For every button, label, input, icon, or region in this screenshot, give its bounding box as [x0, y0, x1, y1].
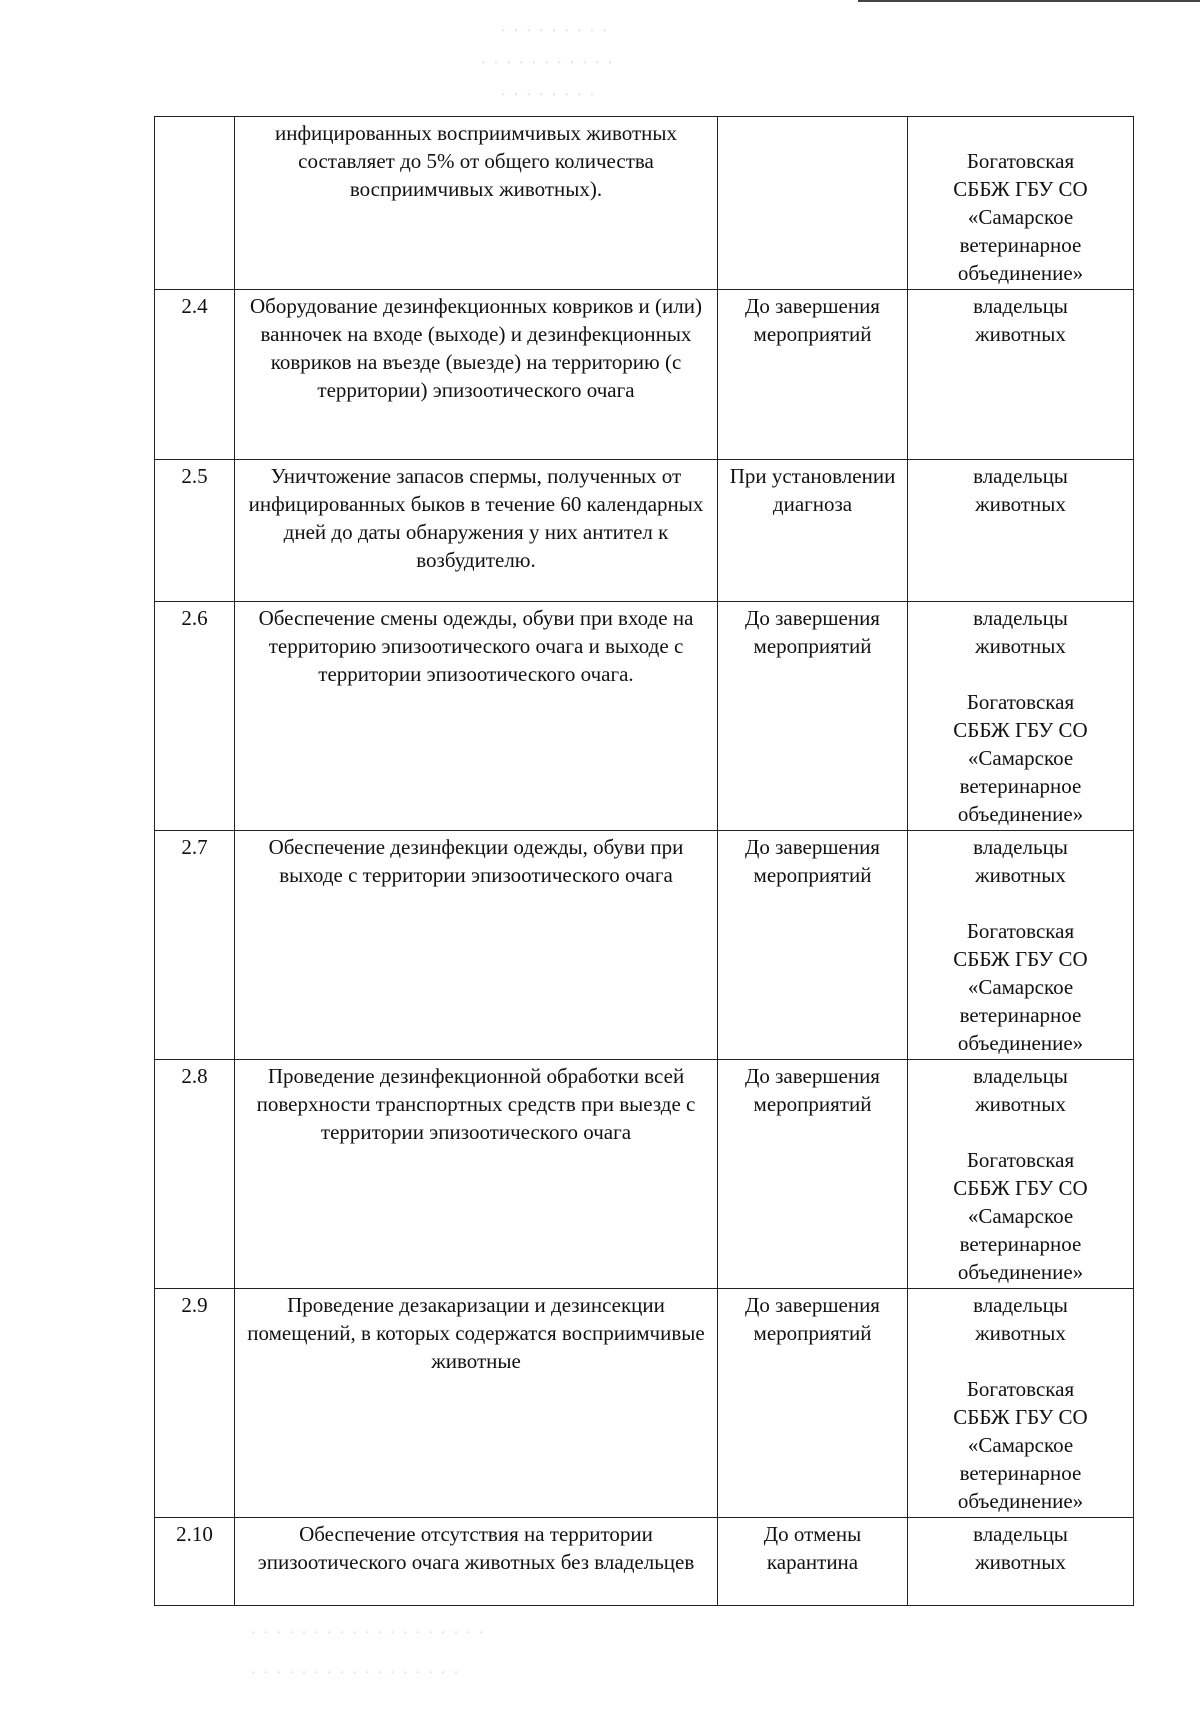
- responsible-cell: [908, 1060, 1134, 1289]
- table-row: [155, 460, 1134, 602]
- action-text: Проведение дезинфекционной обработки всей поверхности транспортных средств при выезде с территории эпизоотического очага: [235, 1060, 718, 1289]
- responsible-line: животных: [975, 634, 1066, 658]
- responsible-line: владельцы: [973, 294, 1068, 318]
- responsible-line: Богатовская: [966, 919, 1075, 943]
- responsible-line: Богатовская: [966, 1377, 1075, 1401]
- responsible-line: ветеринарное: [959, 1003, 1082, 1027]
- row-number: 2.6: [155, 602, 235, 831]
- responsible-line: СББЖ ГБУ СО: [953, 718, 1088, 742]
- responsible-cell: [908, 602, 1134, 831]
- responsible-line: объединение»: [957, 1260, 1084, 1284]
- responsible-line: «Самарское: [967, 1204, 1074, 1228]
- responsible-cell: [908, 290, 1134, 460]
- term-text: При установлении диагноза: [718, 460, 908, 602]
- measures-table: [154, 116, 1134, 1606]
- responsible-line: владельцы: [973, 606, 1068, 630]
- responsible-cell: [908, 460, 1134, 602]
- responsible-line: животных: [975, 1550, 1066, 1574]
- responsible-line: ветеринарное: [959, 1232, 1082, 1256]
- action-text: инфицированных восприимчивых животных составляет до 5% от общего количества восприимчивых животных).: [235, 117, 718, 290]
- row-number: 2.5: [155, 460, 235, 602]
- term-text: До завершения мероприятий: [718, 831, 908, 1060]
- responsible-line: СББЖ ГБУ СО: [953, 947, 1088, 971]
- bleed-through-mark: · · · · · · · · ·: [500, 20, 609, 42]
- responsible-line: объединение»: [957, 261, 1084, 285]
- row-number: [155, 117, 235, 290]
- action-text: Обеспечение смены одежды, обуви при входе на территорию эпизоотического очага и выходе с территории эпизоотического очага.: [235, 602, 718, 831]
- responsible-line: животных: [975, 322, 1066, 346]
- responsible-line: [914, 889, 1127, 917]
- term-text: До завершения мероприятий: [718, 290, 908, 460]
- responsible-line: ветеринарное: [959, 1461, 1082, 1485]
- table-row: [155, 602, 1134, 831]
- responsible-line: «Самарское: [967, 205, 1074, 229]
- responsible-line: животных: [975, 1092, 1066, 1116]
- responsible-line: животных: [975, 1321, 1066, 1345]
- responsible-line: животных: [975, 492, 1066, 516]
- responsible-line: объединение»: [957, 802, 1084, 826]
- action-text: Уничтожение запасов спермы, полученных от инфицированных быков в течение 60 календарных дней до даты обнаружения у них антител к возбудителю.: [235, 460, 718, 602]
- responsible-line: [914, 660, 1127, 688]
- table-row: [155, 1289, 1134, 1518]
- responsible-line: Богатовская: [966, 1148, 1075, 1172]
- responsible-line: ветеринарное: [959, 233, 1082, 257]
- action-text: Обеспечение отсутствия на территории эпизоотического очага животных без владельцев: [235, 1518, 718, 1606]
- bleed-through-mark: · · · · · · · · · · · · · · · · ·: [250, 1662, 460, 1684]
- row-number: 2.4: [155, 290, 235, 460]
- table-row: [155, 831, 1134, 1060]
- responsible-line: «Самарское: [967, 1433, 1074, 1457]
- responsible-line: владельцы: [973, 1064, 1068, 1088]
- table-row: [155, 290, 1134, 460]
- action-text: Проведение дезакаризации и дезинсекции помещений, в которых содержатся восприимчивые животные: [235, 1289, 718, 1518]
- responsible-line: животных: [975, 863, 1066, 887]
- responsible-line: ветеринарное: [959, 774, 1082, 798]
- responsible-line: «Самарское: [967, 746, 1074, 770]
- row-number: 2.9: [155, 1289, 235, 1518]
- responsible-line: владельцы: [973, 835, 1068, 859]
- row-number: 2.10: [155, 1518, 235, 1606]
- responsible-cell: [908, 1518, 1134, 1606]
- row-number: 2.8: [155, 1060, 235, 1289]
- bleed-through-mark: · · · · · · · · · · · · · · · · · · ·: [250, 1622, 486, 1644]
- responsible-line: владельцы: [973, 1522, 1068, 1546]
- term-text: До отмены карантина: [718, 1518, 908, 1606]
- responsible-line: Богатовская: [966, 149, 1075, 173]
- responsible-line: владельцы: [973, 1293, 1068, 1317]
- responsible-line: объединение»: [957, 1489, 1084, 1513]
- term-text: [718, 117, 908, 290]
- responsible-cell: [908, 831, 1134, 1060]
- responsible-line: «Самарское: [967, 975, 1074, 999]
- table-row: [155, 1518, 1134, 1606]
- term-text: До завершения мероприятий: [718, 1060, 908, 1289]
- term-text: До завершения мероприятий: [718, 1289, 908, 1518]
- responsible-line: СББЖ ГБУ СО: [953, 1405, 1088, 1429]
- responsible-line: СББЖ ГБУ СО: [953, 177, 1088, 201]
- responsible-line: владельцы: [973, 464, 1068, 488]
- responsible-line: объединение»: [957, 1031, 1084, 1055]
- responsible-line: Богатовская: [966, 690, 1075, 714]
- responsible-line: [914, 1347, 1127, 1375]
- table-row: [155, 1060, 1134, 1289]
- top-edge-rule: [858, 0, 1200, 2]
- responsible-cell: [908, 1289, 1134, 1518]
- responsible-line: СББЖ ГБУ СО: [953, 1176, 1088, 1200]
- term-text: До завершения мероприятий: [718, 602, 908, 831]
- bleed-through-mark: · · · · · · · · · · ·: [480, 52, 614, 74]
- table-row: [155, 117, 1134, 290]
- action-text: Оборудование дезинфекционных ковриков и (или) ванночек на входе (выходе) и дезинфекционных ковриков на въезде (выезде) на территорию (с территории) эпизоотического очага: [235, 290, 718, 460]
- row-number: 2.7: [155, 831, 235, 1060]
- responsible-line: [914, 1118, 1127, 1146]
- responsible-cell: [908, 117, 1134, 290]
- bleed-through-mark: · · · · · · · ·: [500, 84, 596, 106]
- action-text: Обеспечение дезинфекции одежды, обуви при выходе с территории эпизоотического очага: [235, 831, 718, 1060]
